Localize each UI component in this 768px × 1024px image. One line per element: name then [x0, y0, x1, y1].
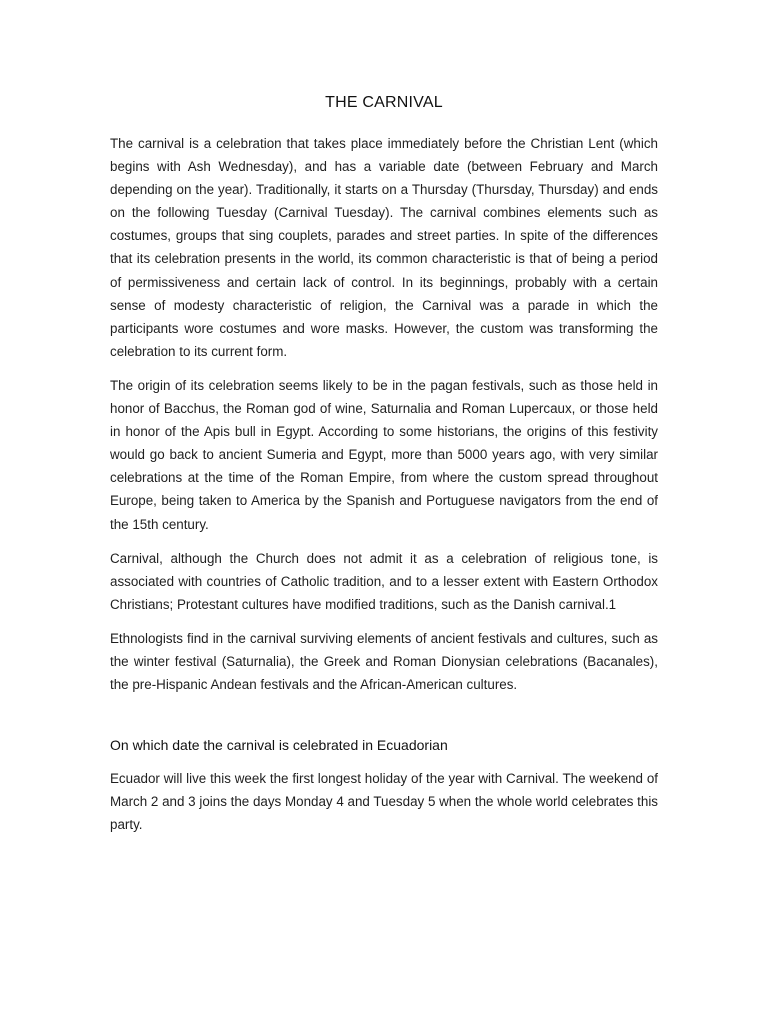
document-title: THE CARNIVAL [325, 94, 443, 111]
paragraph-definition: The carnival is a celebration that takes place immediately before the Christian Lent (which begins with Ash Wednesday), and has a variable date (between February and March depending on the year). Traditionally, it starts on a Thursday (Thursday, Thursday) and ends on the following Tuesday (Carnival Tuesday). The carnival combines elements such as costumes, groups that sing couplets, parades and street parties. In spite of the differences that its celebration presents in the world, its common characteristic is that of being a period of permissiveness and certain lack of control. In its beginnings, probably with a certain sense of modesty characteristic of religion, the Carnival was a parade in which the participants wore costumes and wore masks. However, the custom was transforming the celebration to its current form. [110, 136, 658, 359]
document-body [110, 92, 658, 847]
paragraph-origin: The origin of its celebration seems likely to be in the pagan festivals, such as those held in honor of Bacchus, the Roman god of wine, Saturnalia and Roman Lupercaux, or those held in honor of the Apis bull in Egypt. According to some historians, the origins of this festivity would go back to ancient Sumeria and Egypt, more than 5000 years ago, with very similar celebrations at the time of the Roman Empire, from where the custom spread throughout Europe, being taken to America by the Spanish and Portuguese navigators from the end of the 15th century. [110, 377, 658, 532]
paragraph-church: Carnival, although the Church does not admit it as a celebration of religious tone, is associated with countries of Catholic tradition, and to a lesser extent with Eastern Orthodox Christians; Protestant cultures have modified traditions, such as the Danish carnival.1 [110, 550, 658, 612]
paragraph-ethnologists: Ethnologists find in the carnival surviving elements of ancient festivals and cultures, such as the winter festival (Saturnalia), the Greek and Roman Dionysian celebrations (Bacanales), the pre-Hispanic Andean festivals and the African-American cultures. [110, 630, 658, 693]
paragraph-ecuador: Ecuador will live this week the first longest holiday of the year with Carnival. The weekend of March 2 and 3 joins the days Monday 4 and Tuesday 5 when the whole world celebrates this party. [110, 771, 658, 833]
section-heading-ecuador: On which date the carnival is celebrated in Ecuadorian [110, 737, 448, 754]
